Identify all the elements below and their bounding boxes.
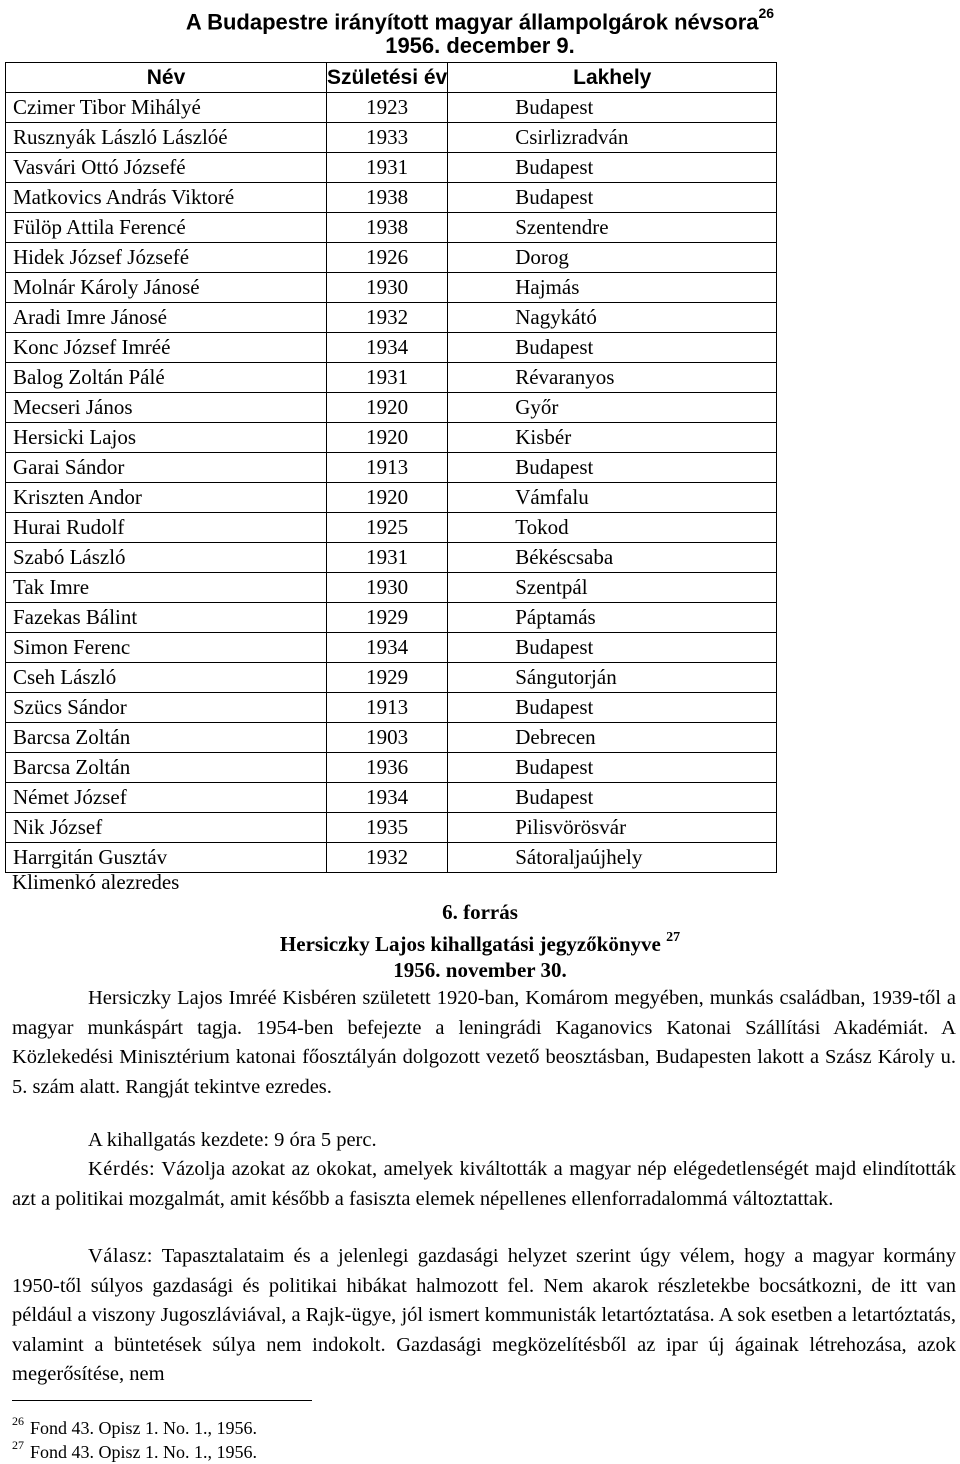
paragraph-answer	[12, 1242, 956, 1390]
residence-cell: Békéscsaba	[448, 543, 777, 573]
residence-cell: Budapest	[448, 153, 777, 183]
residence-cell: Révaranyos	[448, 363, 777, 393]
column-header-birth-year: Születési év	[327, 63, 448, 93]
name-cell: Szabó László	[6, 543, 327, 573]
table-row	[6, 573, 777, 603]
footnote-text: Fond 43. Opisz 1. No. 1., 1956.	[30, 1418, 258, 1438]
name-cell: Garai Sándor	[6, 453, 327, 483]
residence-cell: Győr	[448, 393, 777, 423]
name-cell: Cseh László	[6, 663, 327, 693]
name-cell: Barcsa Zoltán	[6, 753, 327, 783]
paragraph-start-time	[12, 1126, 956, 1156]
residence-cell: Budapest	[448, 783, 777, 813]
birth-year-cell: 1936	[327, 753, 448, 783]
paragraph-intro	[12, 984, 956, 1102]
birth-year-cell: 1932	[327, 843, 448, 873]
birth-year-cell: 1925	[327, 513, 448, 543]
birth-year-cell: 1913	[327, 453, 448, 483]
table-row	[6, 633, 777, 663]
residence-cell: Páptamás	[448, 603, 777, 633]
residence-cell: Hajmás	[448, 273, 777, 303]
birth-year-cell: 1934	[327, 783, 448, 813]
birth-year-cell: 1934	[327, 633, 448, 663]
birth-year-cell: 1929	[327, 603, 448, 633]
name-cell: Német József	[6, 783, 327, 813]
table-row	[6, 393, 777, 423]
paragraph-answer-text: Tapasztalataim és a jelenlegi gazdasági helyzet szerint úgy vélem, hogy a magyar kormány 1950-től súlyos gazdasági és politikai hibákat halmozott fel. Nem akarok részletekbe bocsátkozni, de itt van például a viszony Jugoszláviával, a Rajk-ügye, jól ismert kommunisták letartóztatása. A sok esetben a letartóztatás, valamint a büntetések súlya nem indokolt. Gazdasági megközelítésből az ipar új ágainak létrehozása, azok megerősítése, nem	[12, 1245, 956, 1386]
question-label: Kérdés:	[88, 1158, 156, 1180]
birth-year-cell: 1920	[327, 423, 448, 453]
residence-cell: Tokod	[448, 513, 777, 543]
birth-year-cell: 1938	[327, 183, 448, 213]
birth-year-cell: 1932	[327, 303, 448, 333]
birth-year-cell: 1913	[327, 693, 448, 723]
table-row	[6, 663, 777, 693]
footnote-text: Fond 43. Opisz 1. No. 1., 1956.	[30, 1442, 258, 1462]
table-row	[6, 483, 777, 513]
table-row	[6, 273, 777, 303]
residence-cell: Sátoraljaújhely	[448, 843, 777, 873]
birth-year-cell: 1920	[327, 393, 448, 423]
residence-cell: Budapest	[448, 633, 777, 663]
table-row	[6, 303, 777, 333]
name-cell: Matkovics András Viktoré	[6, 183, 327, 213]
name-cell: Fazekas Bálint	[6, 603, 327, 633]
name-cell: Hersicki Lajos	[6, 423, 327, 453]
list-title	[0, 3, 960, 35]
signer: Klimenkó alezredes	[12, 870, 180, 894]
paragraph-start-time-text: A kihallgatás kezdete: 9 óra 5 perc.	[88, 1129, 377, 1151]
name-cell: Molnár Károly Jánosé	[6, 273, 327, 303]
table-row	[6, 363, 777, 393]
footnote-number: 27	[12, 1438, 24, 1452]
source-title	[0, 926, 960, 958]
residence-cell: Dorog	[448, 243, 777, 273]
birth-year-cell: 1930	[327, 573, 448, 603]
table-row	[6, 723, 777, 753]
name-cell: Szücs Sándor	[6, 693, 327, 723]
name-cell: Balog Zoltán Pálé	[6, 363, 327, 393]
name-cell: Mecseri János	[6, 393, 327, 423]
name-cell: Czimer Tibor Mihályé	[6, 93, 327, 123]
name-cell: Aradi Imre Jánosé	[6, 303, 327, 333]
residence-cell: Nagykátó	[448, 303, 777, 333]
residence-cell: Budapest	[448, 753, 777, 783]
birth-year-cell: 1929	[327, 663, 448, 693]
table-body	[6, 93, 777, 873]
birth-year-cell: 1920	[327, 483, 448, 513]
table-row	[6, 453, 777, 483]
birth-year-cell: 1930	[327, 273, 448, 303]
paragraph-intro-text: Hersiczky Lajos Imréé Kisbéren született 1920-ban, Komárom megyében, munkás családban, 1939-től a magyar munkáspárt tagja. 1954-ben befejezte a leningrádi Kaganovics Katonai Szállítási Akadémiát. A Közlekedési Minisztérium katonai főosztályán dolgozott vezető beosztásban, Budapesten lakott a Szász Károly u. 5. szám alatt. Rangját tekintve ezredes.	[12, 987, 956, 1098]
table-row	[6, 513, 777, 543]
name-cell: Kriszten Andor	[6, 483, 327, 513]
residence-cell: Debrecen	[448, 723, 777, 753]
residence-cell: Budapest	[448, 183, 777, 213]
residence-cell: Sángutorján	[448, 663, 777, 693]
residence-cell: Kisbér	[448, 423, 777, 453]
footnote-number: 26	[12, 1414, 24, 1428]
residence-cell: Szentendre	[448, 213, 777, 243]
name-cell: Hidek József Józsefé	[6, 243, 327, 273]
name-cell: Harrgitán Gusztáv	[6, 843, 327, 873]
table-row	[6, 603, 777, 633]
table-header-row	[6, 63, 777, 93]
table-row	[6, 423, 777, 453]
name-cell: Barcsa Zoltán	[6, 723, 327, 753]
source-number: 6. forrás	[442, 900, 518, 924]
table-row	[6, 153, 777, 183]
birth-year-cell: 1933	[327, 123, 448, 153]
name-cell: Tak Imre	[6, 573, 327, 603]
residence-cell: Budapest	[448, 693, 777, 723]
name-cell: Nik József	[6, 813, 327, 843]
residence-cell: Budapest	[448, 333, 777, 363]
table-row	[6, 213, 777, 243]
name-cell: Vasvári Ottó Józsefé	[6, 153, 327, 183]
paragraph-question-text: Vázolja azokat az okokat, amelyek kiváltották a magyar nép elégedetlenségét majd elindították azt a politikai mozgalmát, amit később a fasiszta elemek népellenes ellenforradalommá változtattak.	[12, 1158, 956, 1210]
residence-cell: Csirlizradván	[448, 123, 777, 153]
residence-cell: Vámfalu	[448, 483, 777, 513]
paragraph-question	[12, 1155, 956, 1214]
table-row	[6, 753, 777, 783]
footnote-ref-26: 26	[758, 5, 775, 21]
name-cell: Konc József Imréé	[6, 333, 327, 363]
name-cell: Simon Ferenc	[6, 633, 327, 663]
list-title-text: A Budapestre irányított magyar állampolgárok névsora	[185, 9, 759, 35]
names-table	[5, 62, 777, 873]
answer-label: Válasz:	[88, 1245, 153, 1267]
table-row	[6, 693, 777, 723]
footnote-ref-27: 27	[666, 930, 681, 945]
footnote-separator	[12, 1400, 312, 1401]
source-date: 1956. november 30.	[393, 958, 567, 982]
birth-year-cell: 1934	[327, 333, 448, 363]
column-header-residence: Lakhely	[448, 63, 777, 93]
residence-cell: Szentpál	[448, 573, 777, 603]
footnote-26	[12, 1412, 257, 1439]
birth-year-cell: 1923	[327, 93, 448, 123]
name-cell: Rusznyák László Lászlóé	[6, 123, 327, 153]
residence-cell: Budapest	[448, 93, 777, 123]
birth-year-cell: 1931	[327, 153, 448, 183]
table-row	[6, 333, 777, 363]
column-header-name: Név	[6, 63, 327, 93]
birth-year-cell: 1938	[327, 213, 448, 243]
name-cell: Hurai Rudolf	[6, 513, 327, 543]
birth-year-cell: 1903	[327, 723, 448, 753]
table-row	[6, 543, 777, 573]
birth-year-cell: 1931	[327, 363, 448, 393]
source-title-text: Hersiczky Lajos kihallgatási jegyzőkönyve	[279, 932, 661, 956]
birth-year-cell: 1926	[327, 243, 448, 273]
residence-cell: Pilisvörösvár	[448, 813, 777, 843]
table-row	[6, 783, 777, 813]
table-row	[6, 243, 777, 273]
table-row	[6, 183, 777, 213]
birth-year-cell: 1931	[327, 543, 448, 573]
table-row	[6, 123, 777, 153]
birth-year-cell: 1935	[327, 813, 448, 843]
table-row	[6, 813, 777, 843]
residence-cell: Budapest	[448, 453, 777, 483]
name-cell: Fülöp Attila Ferencé	[6, 213, 327, 243]
list-date: 1956. december 9.	[385, 33, 575, 58]
footnote-27	[12, 1436, 257, 1463]
table-row	[6, 93, 777, 123]
